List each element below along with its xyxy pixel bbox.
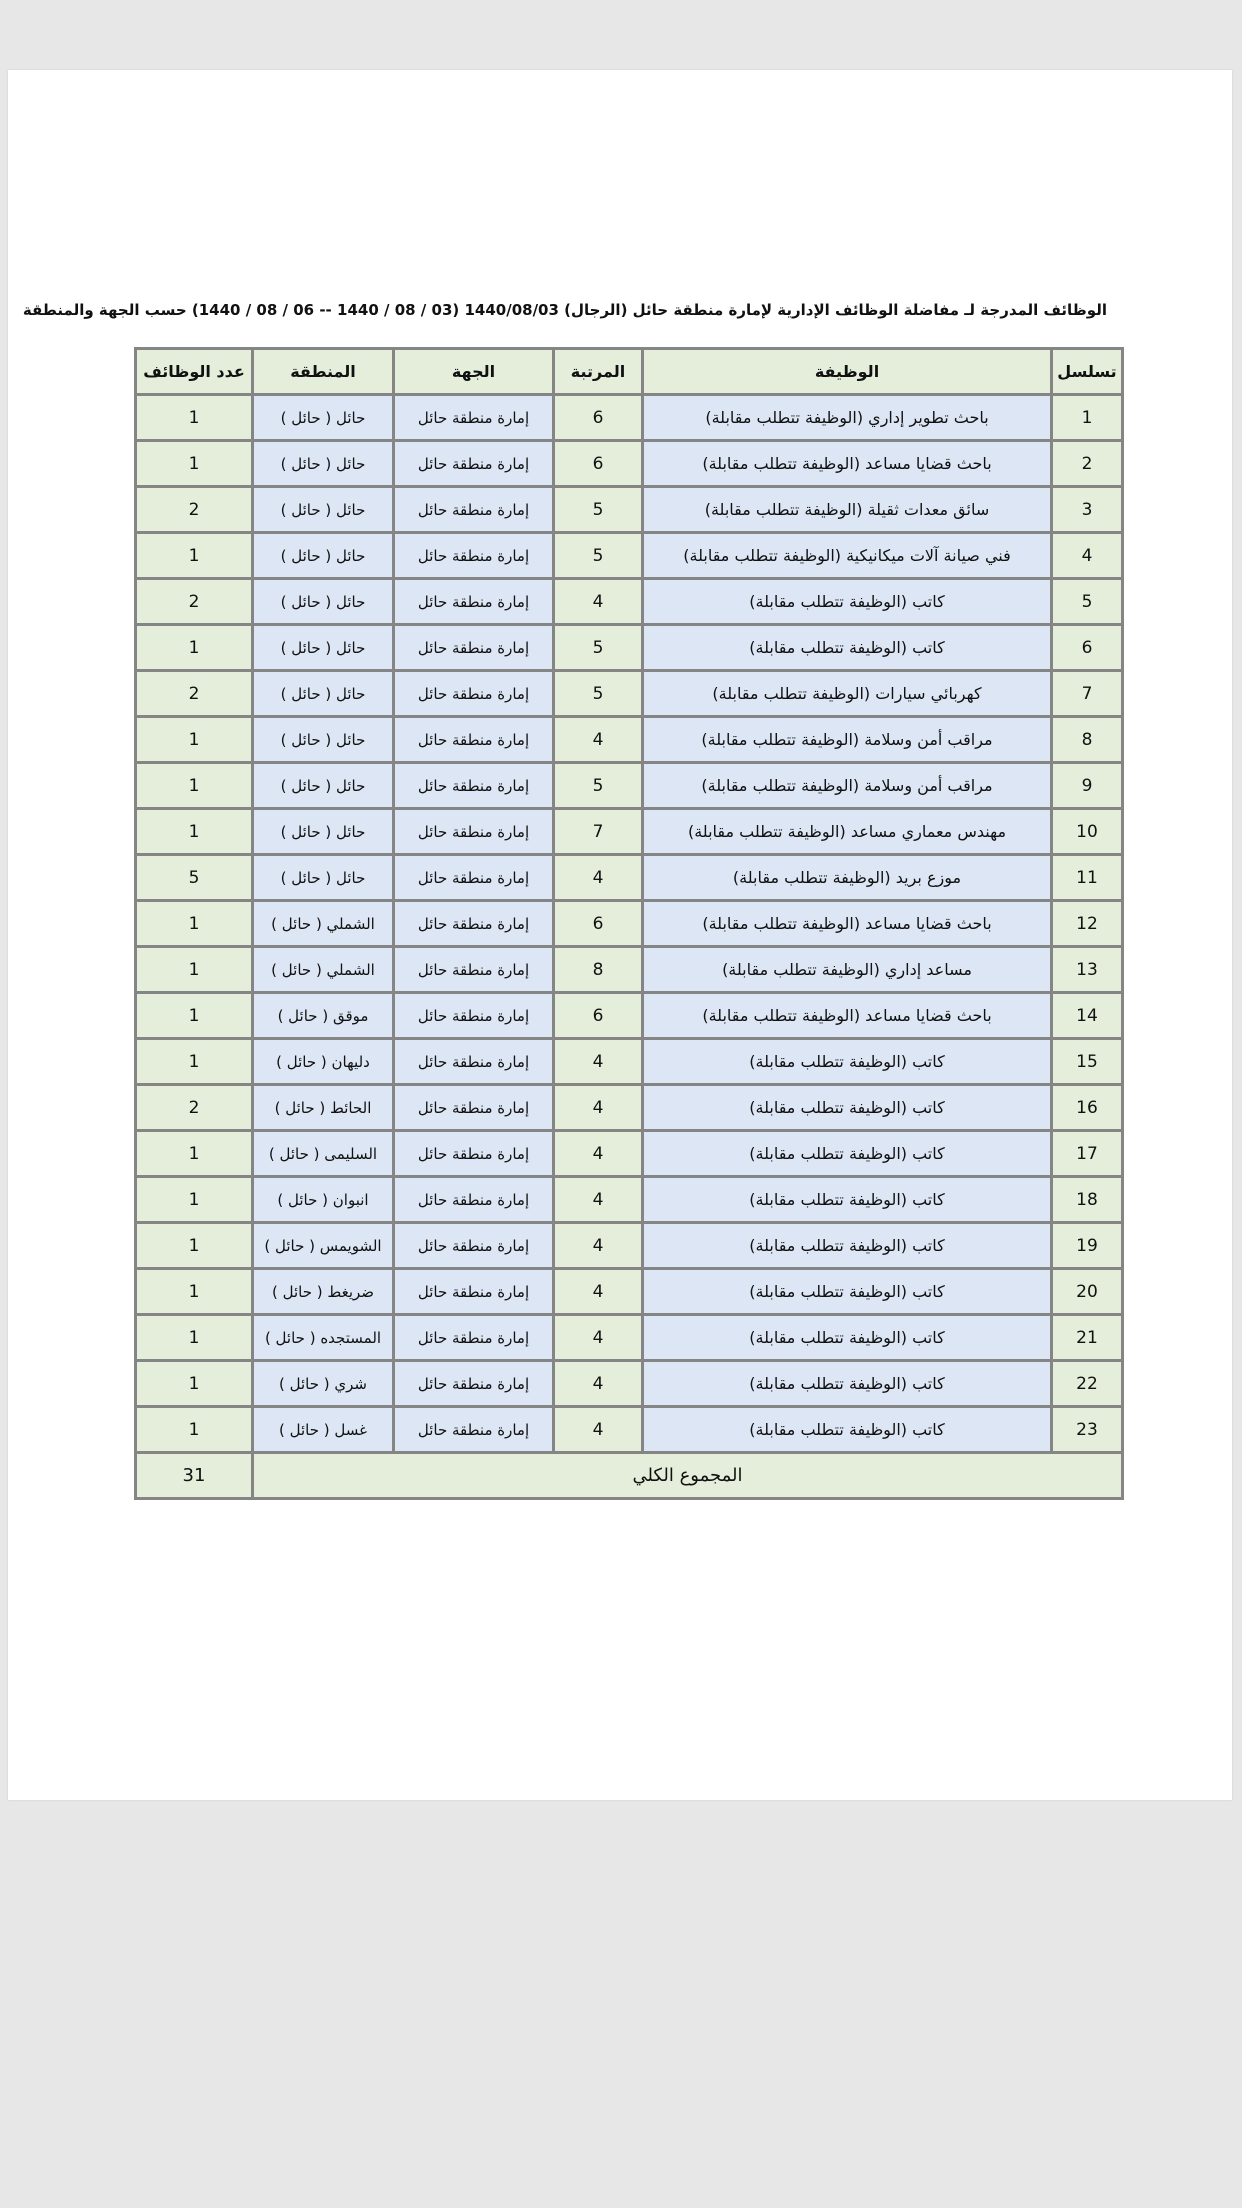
cell-job: مهندس معماري مساعد (الوظيفة تتطلب مقابلة) — [643, 809, 1052, 855]
cell-count: 1 — [136, 395, 253, 441]
cell-seq: 13 — [1052, 947, 1123, 993]
cell-entity: إمارة منطقة حائل — [394, 901, 554, 947]
cell-count: 1 — [136, 717, 253, 763]
cell-rank: 6 — [554, 441, 643, 487]
header-job: الوظيفة — [643, 349, 1052, 395]
cell-job: كاتب (الوظيفة تتطلب مقابلة) — [643, 1223, 1052, 1269]
cell-job: موزع بريد (الوظيفة تتطلب مقابلة) — [643, 855, 1052, 901]
cell-job: كاتب (الوظيفة تتطلب مقابلة) — [643, 1269, 1052, 1315]
cell-job: كاتب (الوظيفة تتطلب مقابلة) — [643, 1177, 1052, 1223]
cell-entity: إمارة منطقة حائل — [394, 533, 554, 579]
cell-entity: إمارة منطقة حائل — [394, 947, 554, 993]
cell-count: 1 — [136, 1223, 253, 1269]
table-row — [136, 947, 1123, 993]
table-row — [136, 1131, 1123, 1177]
cell-entity: إمارة منطقة حائل — [394, 993, 554, 1039]
cell-region: حائل ( حائل ) — [253, 671, 394, 717]
table-row — [136, 579, 1123, 625]
cell-count: 1 — [136, 1361, 253, 1407]
cell-region: حائل ( حائل ) — [253, 395, 394, 441]
header-entity: الجهة — [394, 349, 554, 395]
header-count: عدد الوظائف — [136, 349, 253, 395]
cell-rank: 5 — [554, 763, 643, 809]
cell-rank: 5 — [554, 625, 643, 671]
cell-region: حائل ( حائل ) — [253, 763, 394, 809]
cell-seq: 22 — [1052, 1361, 1123, 1407]
cell-region: انبوان ( حائل ) — [253, 1177, 394, 1223]
cell-entity: إمارة منطقة حائل — [394, 1407, 554, 1453]
cell-seq: 23 — [1052, 1407, 1123, 1453]
cell-count: 2 — [136, 1085, 253, 1131]
cell-job: باحث قضايا مساعد (الوظيفة تتطلب مقابلة) — [643, 901, 1052, 947]
cell-job: سائق معدات ثقيلة (الوظيفة تتطلب مقابلة) — [643, 487, 1052, 533]
table-row — [136, 1407, 1123, 1453]
table-row — [136, 1361, 1123, 1407]
cell-region: حائل ( حائل ) — [253, 717, 394, 763]
cell-job: كهربائي سيارات (الوظيفة تتطلب مقابلة) — [643, 671, 1052, 717]
cell-entity: إمارة منطقة حائل — [394, 1039, 554, 1085]
cell-region: المستجده ( حائل ) — [253, 1315, 394, 1361]
cell-job: كاتب (الوظيفة تتطلب مقابلة) — [643, 579, 1052, 625]
cell-rank: 5 — [554, 671, 643, 717]
cell-rank: 4 — [554, 1039, 643, 1085]
cell-count: 1 — [136, 1269, 253, 1315]
table-row — [136, 1223, 1123, 1269]
cell-seq: 17 — [1052, 1131, 1123, 1177]
cell-seq: 10 — [1052, 809, 1123, 855]
cell-region: حائل ( حائل ) — [253, 579, 394, 625]
cell-entity: إمارة منطقة حائل — [394, 1131, 554, 1177]
cell-entity: إمارة منطقة حائل — [394, 671, 554, 717]
cell-seq: 4 — [1052, 533, 1123, 579]
table-row — [136, 487, 1123, 533]
cell-seq: 1 — [1052, 395, 1123, 441]
cell-job: باحث قضايا مساعد (الوظيفة تتطلب مقابلة) — [643, 993, 1052, 1039]
cell-rank: 4 — [554, 1315, 643, 1361]
cell-count: 1 — [136, 533, 253, 579]
cell-seq: 5 — [1052, 579, 1123, 625]
cell-entity: إمارة منطقة حائل — [394, 487, 554, 533]
cell-seq: 14 — [1052, 993, 1123, 1039]
cell-job: فني صيانة آلات ميكانيكية (الوظيفة تتطلب مقابلة) — [643, 533, 1052, 579]
cell-count: 1 — [136, 441, 253, 487]
table-row — [136, 395, 1123, 441]
cell-job: مراقب أمن وسلامة (الوظيفة تتطلب مقابلة) — [643, 763, 1052, 809]
table-row — [136, 1315, 1123, 1361]
cell-count: 1 — [136, 1039, 253, 1085]
cell-region: موقق ( حائل ) — [253, 993, 394, 1039]
cell-seq: 21 — [1052, 1315, 1123, 1361]
cell-rank: 6 — [554, 395, 643, 441]
cell-seq: 8 — [1052, 717, 1123, 763]
cell-region: حائل ( حائل ) — [253, 809, 394, 855]
cell-seq: 2 — [1052, 441, 1123, 487]
cell-count: 2 — [136, 671, 253, 717]
cell-count: 1 — [136, 809, 253, 855]
cell-entity: إمارة منطقة حائل — [394, 441, 554, 487]
cell-count: 1 — [136, 1177, 253, 1223]
cell-job: باحث قضايا مساعد (الوظيفة تتطلب مقابلة) — [643, 441, 1052, 487]
header-seq: تسلسل — [1052, 349, 1123, 395]
cell-job: كاتب (الوظيفة تتطلب مقابلة) — [643, 1085, 1052, 1131]
table-row — [136, 671, 1123, 717]
cell-job: باحث تطوير إداري (الوظيفة تتطلب مقابلة) — [643, 395, 1052, 441]
cell-region: حائل ( حائل ) — [253, 533, 394, 579]
cell-region: السليمى ( حائل ) — [253, 1131, 394, 1177]
cell-region: حائل ( حائل ) — [253, 625, 394, 671]
cell-count: 1 — [136, 947, 253, 993]
cell-count: 1 — [136, 993, 253, 1039]
cell-region: الشويمس ( حائل ) — [253, 1223, 394, 1269]
cell-job: مراقب أمن وسلامة (الوظيفة تتطلب مقابلة) — [643, 717, 1052, 763]
cell-region: شري ( حائل ) — [253, 1361, 394, 1407]
cell-job: كاتب (الوظيفة تتطلب مقابلة) — [643, 1361, 1052, 1407]
cell-rank: 5 — [554, 533, 643, 579]
cell-seq: 3 — [1052, 487, 1123, 533]
cell-entity: إمارة منطقة حائل — [394, 395, 554, 441]
table-row — [136, 1039, 1123, 1085]
table-row — [136, 533, 1123, 579]
cell-rank: 8 — [554, 947, 643, 993]
cell-rank: 4 — [554, 1361, 643, 1407]
cell-seq: 7 — [1052, 671, 1123, 717]
cell-entity: إمارة منطقة حائل — [394, 625, 554, 671]
cell-seq: 15 — [1052, 1039, 1123, 1085]
cell-seq: 12 — [1052, 901, 1123, 947]
cell-rank: 4 — [554, 1177, 643, 1223]
cell-count: 1 — [136, 625, 253, 671]
table-row — [136, 1085, 1123, 1131]
cell-rank: 4 — [554, 1407, 643, 1453]
table-row — [136, 1177, 1123, 1223]
cell-count: 5 — [136, 855, 253, 901]
total-label: المجموع الكلي — [253, 1453, 1123, 1499]
table-row — [136, 717, 1123, 763]
cell-entity: إمارة منطقة حائل — [394, 1315, 554, 1361]
cell-rank: 4 — [554, 717, 643, 763]
cell-seq: 19 — [1052, 1223, 1123, 1269]
cell-count: 1 — [136, 1315, 253, 1361]
cell-region: حائل ( حائل ) — [253, 441, 394, 487]
cell-region: الحائط ( حائل ) — [253, 1085, 394, 1131]
cell-entity: إمارة منطقة حائل — [394, 1269, 554, 1315]
table-total-row — [136, 1453, 1123, 1499]
cell-rank: 5 — [554, 487, 643, 533]
cell-entity: إمارة منطقة حائل — [394, 1223, 554, 1269]
cell-region: الشملي ( حائل ) — [253, 901, 394, 947]
cell-region: غسل ( حائل ) — [253, 1407, 394, 1453]
cell-seq: 18 — [1052, 1177, 1123, 1223]
table-header-row — [136, 349, 1123, 395]
cell-rank: 6 — [554, 993, 643, 1039]
cell-region: حائل ( حائل ) — [253, 487, 394, 533]
cell-job: كاتب (الوظيفة تتطلب مقابلة) — [643, 625, 1052, 671]
cell-job: كاتب (الوظيفة تتطلب مقابلة) — [643, 1039, 1052, 1085]
cell-seq: 20 — [1052, 1269, 1123, 1315]
cell-rank: 4 — [554, 1223, 643, 1269]
document-title: الوظائف المدرجة لـ مفاضلة الوظائف الإدارية لإمارة منطقة حائل (الرجال) 1440/08/03 (03 / 08 / 1440 -- 06 / 08 / 1440) حسب الجهة والمنطقة — [22, 301, 1107, 319]
cell-count: 1 — [136, 901, 253, 947]
cell-count: 1 — [136, 1407, 253, 1453]
cell-entity: إمارة منطقة حائل — [394, 855, 554, 901]
table-row — [136, 809, 1123, 855]
jobs-table — [134, 347, 1124, 1500]
cell-job: مساعد إداري (الوظيفة تتطلب مقابلة) — [643, 947, 1052, 993]
total-value: 31 — [136, 1453, 253, 1499]
cell-job: كاتب (الوظيفة تتطلب مقابلة) — [643, 1131, 1052, 1177]
cell-seq: 9 — [1052, 763, 1123, 809]
header-rank: المرتبة — [554, 349, 643, 395]
cell-entity: إمارة منطقة حائل — [394, 1085, 554, 1131]
cell-rank: 4 — [554, 1085, 643, 1131]
cell-entity: إمارة منطقة حائل — [394, 1177, 554, 1223]
cell-entity: إمارة منطقة حائل — [394, 763, 554, 809]
cell-rank: 4 — [554, 1269, 643, 1315]
cell-region: الشملي ( حائل ) — [253, 947, 394, 993]
cell-region: حائل ( حائل ) — [253, 855, 394, 901]
cell-entity: إمارة منطقة حائل — [394, 717, 554, 763]
cell-count: 2 — [136, 487, 253, 533]
cell-rank: 4 — [554, 855, 643, 901]
cell-region: دليهان ( حائل ) — [253, 1039, 394, 1085]
cell-job: كاتب (الوظيفة تتطلب مقابلة) — [643, 1407, 1052, 1453]
cell-entity: إمارة منطقة حائل — [394, 579, 554, 625]
cell-entity: إمارة منطقة حائل — [394, 809, 554, 855]
cell-rank: 7 — [554, 809, 643, 855]
cell-seq: 16 — [1052, 1085, 1123, 1131]
cell-seq: 6 — [1052, 625, 1123, 671]
cell-job: كاتب (الوظيفة تتطلب مقابلة) — [643, 1315, 1052, 1361]
cell-seq: 11 — [1052, 855, 1123, 901]
cell-count: 2 — [136, 579, 253, 625]
cell-count: 1 — [136, 763, 253, 809]
table-row — [136, 1269, 1123, 1315]
table-row — [136, 993, 1123, 1039]
table-row — [136, 441, 1123, 487]
header-region: المنطقة — [253, 349, 394, 395]
cell-rank: 4 — [554, 579, 643, 625]
cell-rank: 4 — [554, 1131, 643, 1177]
cell-rank: 6 — [554, 901, 643, 947]
cell-count: 1 — [136, 1131, 253, 1177]
cell-entity: إمارة منطقة حائل — [394, 1361, 554, 1407]
table-row — [136, 855, 1123, 901]
cell-region: ضريغط ( حائل ) — [253, 1269, 394, 1315]
table-row — [136, 901, 1123, 947]
table-row — [136, 625, 1123, 671]
table-row — [136, 763, 1123, 809]
